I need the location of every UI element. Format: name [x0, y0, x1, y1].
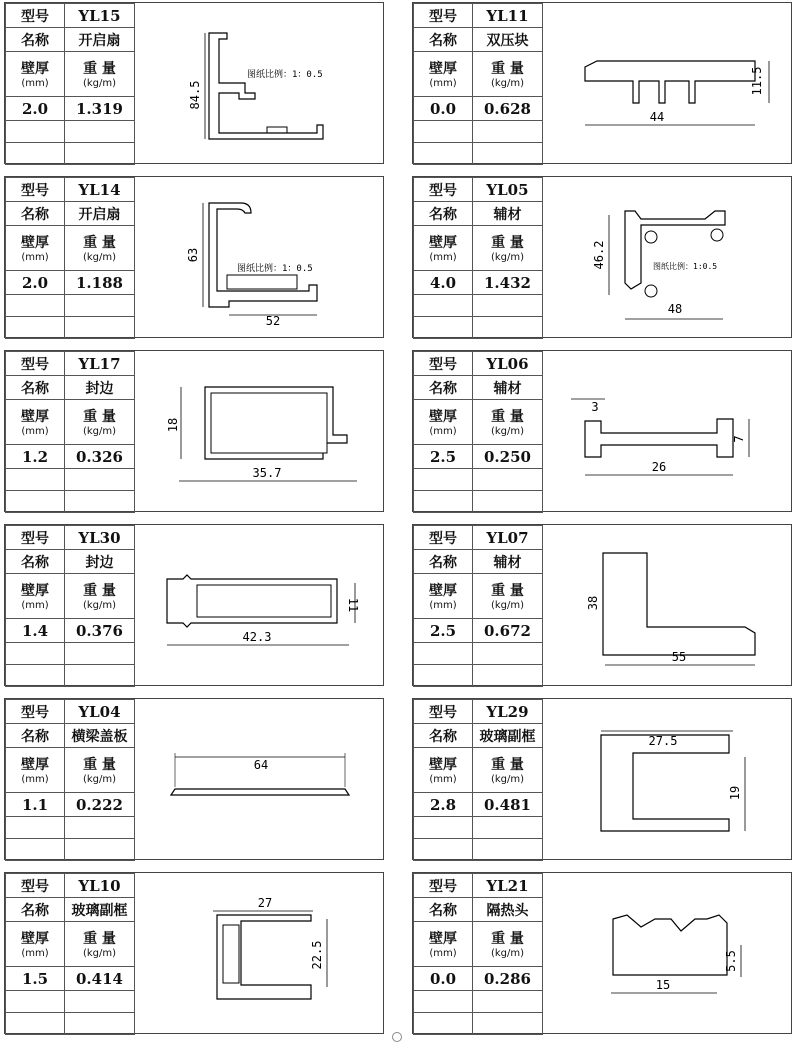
weight-value: 0.326: [65, 445, 135, 469]
profile-card-yl11: [412, 2, 792, 164]
model-label: 型号: [414, 4, 473, 28]
wall-header: [6, 226, 65, 271]
weight-unit: (kg/m): [490, 77, 525, 89]
profile-card-yl29: [412, 698, 792, 860]
name-value: 开启扇: [65, 28, 135, 52]
weight-value: 0.628: [473, 97, 543, 121]
wall-label: 壁厚: [429, 582, 457, 599]
profile-card-yl05: [412, 176, 792, 338]
model-value: YL10: [65, 874, 135, 898]
dim-label: 18: [166, 417, 180, 433]
weight-value: 1.319: [65, 97, 135, 121]
dim-label: 11: [346, 597, 360, 613]
empty-cell: [6, 643, 65, 665]
empty-cell: [6, 1013, 65, 1035]
wall-header: [414, 52, 473, 97]
weight-unit: (kg/m): [490, 947, 525, 959]
empty-cell: [6, 817, 65, 839]
weight-header: [473, 748, 543, 793]
profile-drawing: [545, 353, 789, 509]
empty-cell: [473, 469, 543, 491]
thickness-value: 2.0: [6, 97, 65, 121]
model-label: 型号: [6, 178, 65, 202]
weight-header: [473, 52, 543, 97]
scale-note: 图纸比例：1：0.5: [247, 70, 323, 80]
profile-drawing: [545, 5, 789, 161]
spec-table: [413, 351, 543, 513]
wall-header: [414, 226, 473, 271]
profile-drawing: [545, 701, 789, 857]
name-label: 名称: [414, 202, 473, 226]
wall-label: 壁厚: [21, 582, 49, 599]
wall-unit: (mm): [21, 599, 49, 611]
profile-card-yl30: [4, 524, 384, 686]
weight-label: 重 量: [491, 756, 524, 773]
empty-cell: [473, 491, 543, 513]
weight-header: [473, 226, 543, 271]
model-value: YL06: [473, 352, 543, 376]
name-value: 辅材: [473, 202, 543, 226]
weight-header: [65, 400, 135, 445]
wall-header: [6, 400, 65, 445]
weight-header: [473, 922, 543, 967]
profile-drawing: [137, 353, 381, 509]
wall-label: 壁厚: [21, 234, 49, 251]
profile-drawing: [545, 875, 789, 1031]
weight-label: 重 量: [83, 930, 116, 947]
name-label: 名称: [6, 724, 65, 748]
weight-unit: (kg/m): [490, 599, 525, 611]
wall-label: 壁厚: [429, 234, 457, 251]
name-value: 开启扇: [65, 202, 135, 226]
weight-label: 重 量: [491, 930, 524, 947]
weight-label: 重 量: [83, 234, 116, 251]
profile-card-yl14: [4, 176, 384, 338]
empty-cell: [65, 491, 135, 513]
empty-cell: [473, 817, 543, 839]
dim-label: 64: [253, 758, 269, 772]
scale-note: 图纸比例：1:0.5: [653, 262, 718, 271]
thickness-value: 1.5: [6, 967, 65, 991]
weight-label: 重 量: [83, 60, 116, 77]
dim-label: 7: [732, 435, 746, 443]
wall-unit: (mm): [21, 77, 49, 89]
profile-card-yl17: [4, 350, 384, 512]
dim-label: 11.5: [750, 66, 764, 96]
empty-cell: [473, 121, 543, 143]
model-label: 型号: [6, 874, 65, 898]
wall-unit: (mm): [21, 947, 49, 959]
profile-card-yl04: [4, 698, 384, 860]
weight-label: 重 量: [83, 756, 116, 773]
wall-header: [414, 748, 473, 793]
weight-unit: (kg/m): [490, 251, 525, 263]
weight-unit: (kg/m): [82, 773, 117, 785]
model-value: YL05: [473, 178, 543, 202]
weight-label: 重 量: [491, 408, 524, 425]
profile-drawing: [137, 527, 381, 683]
name-value: 封边: [65, 376, 135, 400]
empty-cell: [6, 317, 65, 339]
empty-cell: [6, 469, 65, 491]
model-value: YL21: [473, 874, 543, 898]
spec-table: [5, 873, 135, 1035]
weight-unit: (kg/m): [82, 425, 117, 437]
wall-unit: (mm): [429, 251, 457, 263]
model-value: YL14: [65, 178, 135, 202]
model-value: YL17: [65, 352, 135, 376]
empty-cell: [65, 817, 135, 839]
wall-header: [6, 574, 65, 619]
name-label: 名称: [6, 550, 65, 574]
profile-card-yl10: [4, 872, 384, 1034]
empty-cell: [473, 1013, 543, 1035]
wall-unit: (mm): [429, 425, 457, 437]
model-label: 型号: [6, 352, 65, 376]
empty-cell: [65, 121, 135, 143]
model-label: 型号: [6, 526, 65, 550]
name-label: 名称: [414, 550, 473, 574]
weight-label: 重 量: [83, 408, 116, 425]
weight-unit: (kg/m): [82, 947, 117, 959]
weight-unit: (kg/m): [82, 251, 117, 263]
weight-unit: (kg/m): [82, 599, 117, 611]
model-label: 型号: [414, 526, 473, 550]
empty-cell: [473, 295, 543, 317]
empty-cell: [6, 121, 65, 143]
spec-table: [413, 3, 543, 165]
wall-label: 壁厚: [429, 930, 457, 947]
empty-cell: [473, 143, 543, 165]
weight-label: 重 量: [491, 234, 524, 251]
empty-cell: [414, 1013, 473, 1035]
profile-drawing: [137, 701, 381, 857]
empty-cell: [473, 991, 543, 1013]
wall-label: 壁厚: [429, 60, 457, 77]
thickness-value: 1.4: [6, 619, 65, 643]
spec-table: [5, 177, 135, 339]
dim-label: 5.5: [724, 950, 738, 972]
empty-cell: [6, 839, 65, 861]
dim-label: 26: [651, 460, 667, 474]
thickness-value: 2.5: [414, 445, 473, 469]
model-label: 型号: [6, 700, 65, 724]
wall-unit: (mm): [21, 773, 49, 785]
model-value: YL11: [473, 4, 543, 28]
empty-cell: [414, 643, 473, 665]
weight-unit: (kg/m): [490, 773, 525, 785]
spec-table: [413, 699, 543, 861]
name-label: 名称: [6, 202, 65, 226]
dim-label: 63: [186, 247, 200, 263]
empty-cell: [65, 469, 135, 491]
weight-label: 重 量: [491, 582, 524, 599]
empty-cell: [65, 643, 135, 665]
model-label: 型号: [414, 700, 473, 724]
spec-table: [413, 873, 543, 1035]
weight-value: 0.250: [473, 445, 543, 469]
profile-drawing: [545, 179, 789, 335]
empty-cell: [473, 643, 543, 665]
wall-label: 壁厚: [21, 756, 49, 773]
wall-label: 壁厚: [429, 756, 457, 773]
dim-label: 22.5: [310, 940, 324, 970]
profile-drawing: [545, 527, 789, 683]
wall-unit: (mm): [429, 947, 457, 959]
thickness-value: 4.0: [414, 271, 473, 295]
profile-drawing: [137, 875, 381, 1031]
name-value: 辅材: [473, 550, 543, 574]
empty-cell: [414, 295, 473, 317]
wall-unit: (mm): [429, 77, 457, 89]
wall-header: [414, 400, 473, 445]
empty-cell: [6, 665, 65, 687]
empty-cell: [473, 665, 543, 687]
weight-value: 1.432: [473, 271, 543, 295]
dim-label: 55: [671, 650, 687, 664]
wall-header: [414, 574, 473, 619]
thickness-value: 0.0: [414, 967, 473, 991]
thickness-value: 2.5: [414, 619, 473, 643]
empty-cell: [6, 295, 65, 317]
weight-header: [473, 400, 543, 445]
weight-value: 0.286: [473, 967, 543, 991]
weight-header: [65, 226, 135, 271]
wall-label: 壁厚: [21, 408, 49, 425]
dim-label: 44: [649, 110, 665, 124]
weight-value: 0.481: [473, 793, 543, 817]
model-value: YL29: [473, 700, 543, 724]
name-label: 名称: [414, 28, 473, 52]
empty-cell: [414, 491, 473, 513]
dim-label: 3: [591, 400, 599, 414]
name-label: 名称: [6, 28, 65, 52]
name-value: 双压块: [473, 28, 543, 52]
weight-value: 0.672: [473, 619, 543, 643]
empty-cell: [65, 665, 135, 687]
name-value: 辅材: [473, 376, 543, 400]
empty-cell: [473, 839, 543, 861]
empty-cell: [65, 839, 135, 861]
spec-table: [5, 351, 135, 513]
scale-note: 图纸比例：1：0.5: [237, 264, 313, 274]
profile-card-yl15: [4, 2, 384, 164]
spec-table: [5, 3, 135, 165]
wall-header: [6, 52, 65, 97]
dim-label: 42.3: [242, 630, 272, 644]
thickness-value: 1.1: [6, 793, 65, 817]
dim-label: 35.7: [252, 466, 282, 480]
empty-cell: [65, 143, 135, 165]
name-value: 封边: [65, 550, 135, 574]
weight-label: 重 量: [83, 582, 116, 599]
model-label: 型号: [414, 178, 473, 202]
model-value: YL04: [65, 700, 135, 724]
weight-unit: (kg/m): [82, 77, 117, 89]
empty-cell: [414, 817, 473, 839]
name-value: 隔热头: [473, 898, 543, 922]
model-value: YL07: [473, 526, 543, 550]
empty-cell: [65, 317, 135, 339]
name-label: 名称: [414, 898, 473, 922]
wall-unit: (mm): [21, 251, 49, 263]
dim-label: 27.5: [648, 734, 678, 748]
weight-header: [65, 574, 135, 619]
empty-cell: [414, 469, 473, 491]
profile-drawing: [137, 179, 381, 335]
wall-label: 壁厚: [429, 408, 457, 425]
spec-table: [413, 177, 543, 339]
name-value: 横梁盖板: [65, 724, 135, 748]
model-value: YL30: [65, 526, 135, 550]
profile-card-yl06: [412, 350, 792, 512]
name-label: 名称: [414, 376, 473, 400]
dim-label: 38: [586, 595, 600, 611]
dim-label: 15: [655, 978, 671, 992]
empty-cell: [414, 991, 473, 1013]
empty-cell: [6, 143, 65, 165]
name-label: 名称: [414, 724, 473, 748]
dim-label: 46.2: [592, 240, 606, 270]
dim-label: 84.5: [188, 80, 202, 110]
profile-drawing: [137, 5, 381, 161]
empty-cell: [414, 665, 473, 687]
wall-label: 壁厚: [21, 60, 49, 77]
model-label: 型号: [414, 352, 473, 376]
name-label: 名称: [6, 898, 65, 922]
wall-unit: (mm): [429, 773, 457, 785]
profile-card-yl21: [412, 872, 792, 1034]
spec-table: [5, 699, 135, 861]
wall-header: [6, 922, 65, 967]
empty-cell: [414, 121, 473, 143]
wall-label: 壁厚: [21, 930, 49, 947]
wall-header: [6, 748, 65, 793]
spec-table: [5, 525, 135, 687]
empty-cell: [473, 317, 543, 339]
thickness-value: 0.0: [414, 97, 473, 121]
wall-unit: (mm): [21, 425, 49, 437]
empty-cell: [414, 317, 473, 339]
spec-table: [413, 525, 543, 687]
model-value: YL15: [65, 4, 135, 28]
dim-label: 27: [257, 896, 273, 910]
wall-unit: (mm): [429, 599, 457, 611]
thickness-value: 1.2: [6, 445, 65, 469]
weight-header: [65, 52, 135, 97]
weight-value: 0.376: [65, 619, 135, 643]
dim-label: 52: [265, 314, 281, 328]
model-label: 型号: [414, 874, 473, 898]
dim-label: 48: [667, 302, 683, 316]
empty-cell: [6, 491, 65, 513]
name-value: 玻璃副框: [65, 898, 135, 922]
weight-value: 0.414: [65, 967, 135, 991]
thickness-value: 2.8: [414, 793, 473, 817]
name-label: 名称: [6, 376, 65, 400]
empty-cell: [65, 295, 135, 317]
weight-value: 1.188: [65, 271, 135, 295]
empty-cell: [65, 1013, 135, 1035]
dim-label: 19: [728, 785, 742, 801]
empty-cell: [6, 991, 65, 1013]
weight-unit: (kg/m): [490, 425, 525, 437]
weight-header: [473, 574, 543, 619]
weight-value: 0.222: [65, 793, 135, 817]
weight-label: 重 量: [491, 60, 524, 77]
profile-card-yl07: [412, 524, 792, 686]
empty-cell: [414, 143, 473, 165]
thickness-value: 2.0: [6, 271, 65, 295]
weight-header: [65, 748, 135, 793]
empty-cell: [65, 991, 135, 1013]
model-label: 型号: [6, 4, 65, 28]
empty-cell: [414, 839, 473, 861]
weight-header: [65, 922, 135, 967]
wall-header: [414, 922, 473, 967]
name-value: 玻璃副框: [473, 724, 543, 748]
